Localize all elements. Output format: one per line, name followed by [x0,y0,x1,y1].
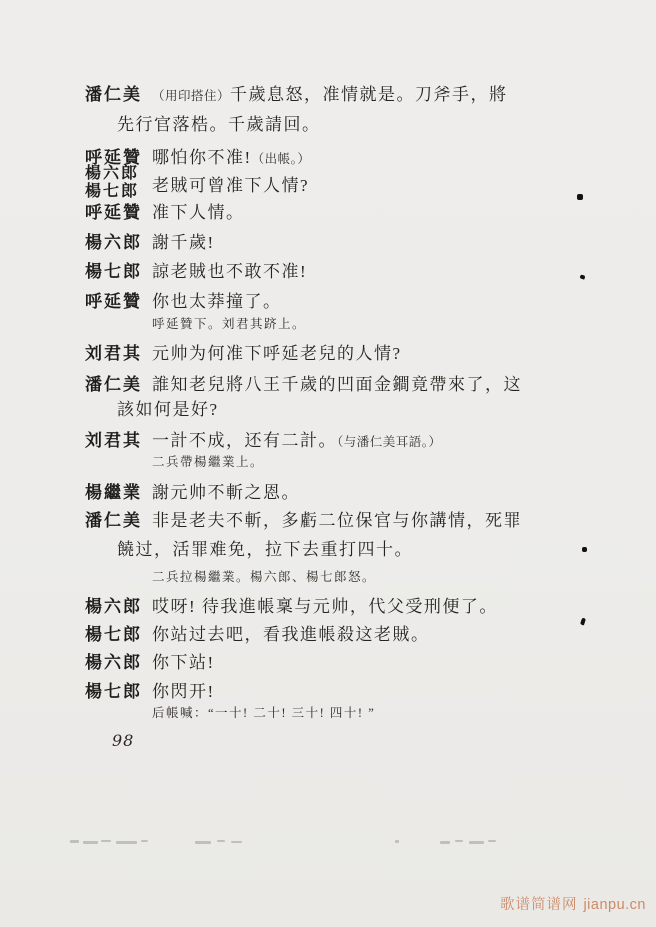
scan-artifact [455,840,463,842]
dialogue-text: 老賊可曾准下人情? [152,176,310,195]
dialogue-text: 諒老賊也不敢不准! [152,262,308,281]
dialogue-row [0,228,656,252]
speaker-name: 潘仁美 [85,85,142,104]
ink-speck [577,194,583,200]
speaker-name: 楊七郎 [85,682,142,701]
dialogue-text: 你站过去吧，看我進帳殺这老賊。 [152,625,430,644]
scan-artifact [231,841,242,843]
speaker-name: 楊七郎 [85,262,142,281]
page-number: 98 [112,731,135,750]
ink-speck [582,547,587,552]
stage-direction-row [0,703,656,727]
dialogue-row [0,80,656,104]
stage-direction: 呼延贊下。刘君其跻上。 [152,317,307,331]
speaker-name: 呼延贊 [85,148,142,167]
speaker-name: 楊繼業 [85,483,142,502]
watermark [500,893,646,914]
dialogue-row [0,287,656,311]
dialogue-line: 一計不成，还有二計。 [152,431,337,450]
dialogue-text [152,426,442,451]
dialogue-row [0,370,656,394]
dialogue-text: 你也太莽撞了。 [152,292,282,311]
speaker-name: 刘君其 [85,344,142,363]
dialogue-row [0,395,656,419]
scan-artifact [101,840,111,842]
dialogue-row [0,592,656,616]
speaker-name: 楊六郎 [85,233,142,252]
dialogue-text: 哎呀! 待我進帳稟与元帅，代父受刑便了。 [152,597,498,616]
scan-artifact [217,840,225,842]
dialogue-continuation: 先行官落梏。千歲請回。 [117,115,321,134]
speaker-name: 潘仁美 [85,511,142,530]
scan-artifact [70,840,79,843]
dialogue-row [0,478,656,502]
scan-artifact [488,840,496,842]
dialogue-text: 非是老夫不斬，多虧二位保官与你講情，死罪 [152,511,522,530]
speaker-name: 楊六郎 [85,597,142,616]
dialogue-row [0,620,656,644]
stage-direction-row [0,314,656,338]
dialogue-text: 元帅为何准下呼延老兒的人情? [152,344,402,363]
stage-direction: 后帳喊：“一十! 二十! 三十! 四十! ” [152,706,376,720]
watermark-site-url: jianpu.cn [583,897,646,913]
dialogue-text: 你閃开! [152,682,215,701]
dialogue-line: 千歲息怒，准情就是。刀斧手，將 [230,85,508,104]
speaker-name: 呼延贊 [85,203,142,222]
stage-direction: 二兵帶楊繼業上。 [152,455,265,469]
stage-direction-row [0,567,656,591]
dialogue-continuation: 饒过，活罪难免，拉下去重打四十。 [117,540,413,559]
scan-artifact [83,841,98,844]
dialogue-text: 謝千歲! [152,233,215,252]
speaker-name: 楊六郎 [85,165,140,182]
dialogue-row [0,110,656,134]
dialogue-continuation: 該如何是好? [117,400,219,419]
stage-direction-inline: （用印搭住） [152,89,231,103]
dialogue-text [152,80,508,105]
speaker-name: 楊六郎 [85,653,142,672]
scan-artifact [469,841,484,844]
speaker-name: 楊七郎 [85,625,142,644]
dialogue-text: 准下人情。 [152,203,245,222]
dialogue-row [0,198,656,222]
stage-direction-row [0,452,656,476]
stage-direction-inline: （出帳。） [251,152,311,166]
dialogue-row [0,426,656,450]
stage-direction-inline: （与潘仁美耳語。） [337,435,442,449]
dialogue-text: 你下站! [152,653,215,672]
speaker-name: 楊七郎 [85,183,140,200]
dialogue-text: 誰知老兒將八王千歲的凹面金鐧竟帶來了，这 [152,375,522,394]
dialogue-row [0,257,656,281]
watermark-site-name: 歌谱简谱网 [499,897,578,913]
dialogue-row-double [0,165,656,200]
scan-artifact [440,841,450,844]
dialogue-row [0,648,656,672]
dialogue-row [0,535,656,559]
dialogue-row [0,339,656,363]
scan-artifact [116,841,137,844]
speaker-name: 呼延贊 [85,292,142,311]
dialogue-row [0,506,656,530]
speaker-name: 潘仁美 [85,375,142,394]
speaker-name: 刘君其 [85,431,142,450]
scan-artifact [195,841,211,844]
stage-direction: 二兵拉楊繼業。楊六郎、楊七郎怒。 [152,570,377,584]
dialogue-text [152,143,310,168]
dialogue-text: 謝元帅不斬之恩。 [152,483,300,502]
dialogue-line: 哪怕你不准! [152,148,252,167]
scan-artifact [141,840,148,842]
scan-artifact [395,840,399,843]
dialogue-row [0,677,656,701]
